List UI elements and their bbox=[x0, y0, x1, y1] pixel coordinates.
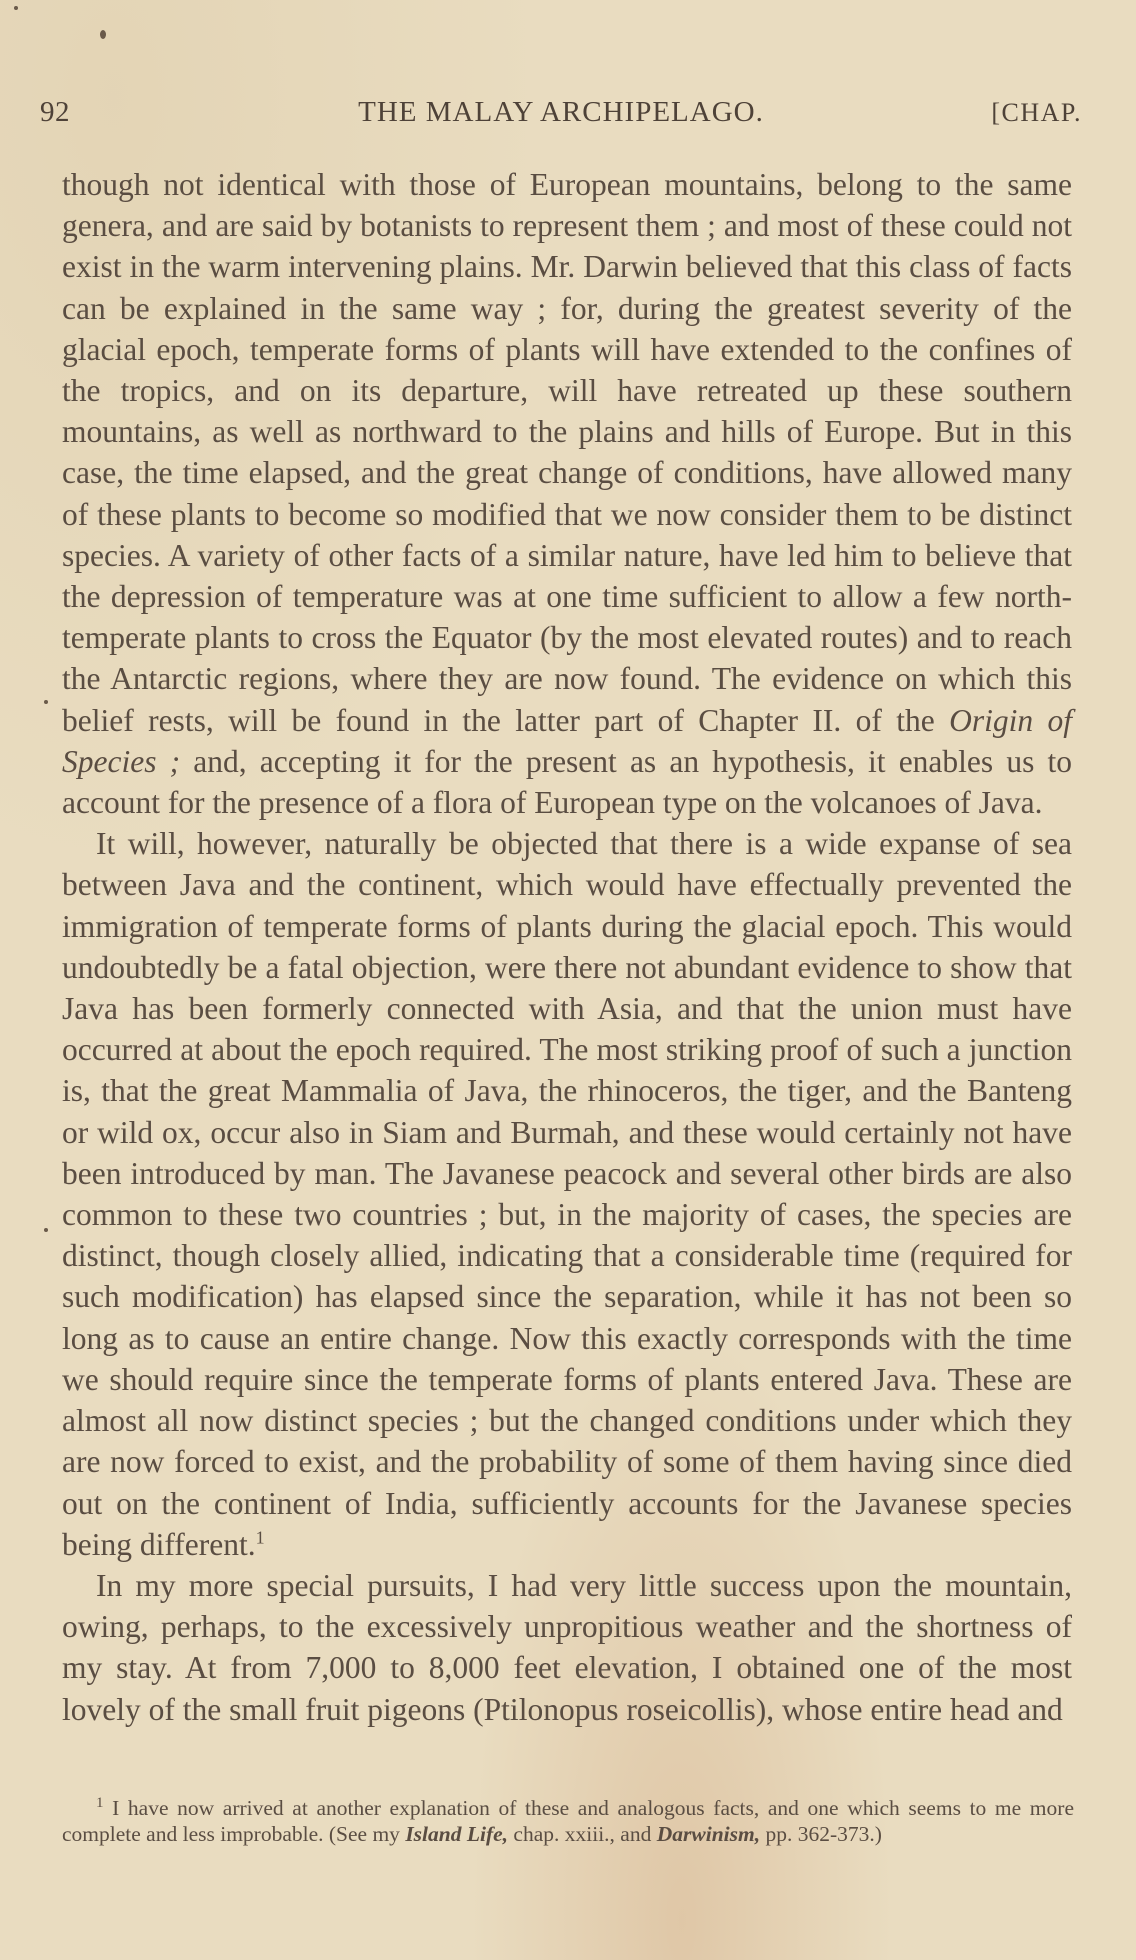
body-text bbox=[62, 164, 1072, 1730]
paragraph bbox=[62, 823, 1072, 1565]
ink-speck bbox=[44, 1228, 48, 1232]
footnote-text: I have now arrived at another explanation of these and analogous facts, and one which seems to me more complete and less improbable. (See my bbox=[62, 1796, 1074, 1846]
book-title-reference: Origin of Species ; bbox=[62, 702, 1072, 779]
footnote-text: chap. xxiii., and bbox=[508, 1822, 657, 1846]
book-title-reference: Darwinism, bbox=[656, 1822, 761, 1846]
paragraph-text: It will, however, naturally be objected that there is a wide expanse of sea between Java and the continent, which would have effectually prevented the immigration of temperate forms of plants during the glacial epoch. This would undoubtedly be a fatal objection, were there not abundant evidence to show that Java has been formerly connected with Asia, and that the union must have occurred at about the epoch required. The most striking proof of such a junction is, that the great Mammalia of Java, the rhinoceros, the tiger, and the Banteng or wild ox, occur also in Siam and Burmah, and these would certainly not have been introduced by man. The Javanese peacock and several other birds are also common to these two countries ; but, in the majority of cases, the species are distinct, though closely allied, indicating that a considerable time (required for such modification) has elapsed since the separation, while it has not been so long as to cause an entire change. Now this exactly corresponds with the time we should require since the temperate forms of plants entered Java. These are almost all now distinct species ; but the changed conditions under which they are now forced to exist, and the probability of some of them having since died out on the continent of India, sufficiently accounts for the Javanese species being different. bbox=[62, 826, 1072, 1562]
paragraph-text: though not identical with those of European mountains, belong to the same genera, and are said by botanists to represent them ; and most of these could not exist in the warm intervening plains. Mr. Darwin believed that this class of facts can be explained in the same way ; for, during the greatest severity of the glacial epoch, temperate forms of plants will have extended to the confines of the tropics, and on its departure, will have retreated up these southern mountains, as well as northward to the plains and hills of Europe. But in this case, the time elapsed, and the great change of conditions, have allowed many of these plants to become so modified that we now consider them to be distinct species. A variety of other facts of a similar nature, have led him to believe that the depression of temperature was at one time sufficient to allow a few north-temperate plants to cross the Equator (by the most elevated routes) and to reach the Antarctic regions, where they are now found. The evidence on which this belief rests, will be found in the latter part of Chapter II. of the bbox=[62, 167, 1072, 738]
ink-speck bbox=[44, 700, 48, 704]
book-title-reference: Island Life, bbox=[405, 1822, 509, 1846]
paragraph bbox=[62, 164, 1072, 823]
paragraph-text: In my more special pursuits, I had very little success upon the mountain, owing, perhaps, to the excessively unpropitious weather and the shortness of my stay. At from 7,000 to 8,000 feet elevation, I obtained one of the most lovely of the small fruit pigeons (Ptilonopus roseicollis), whose entire head and bbox=[62, 1567, 1072, 1727]
page-number: 92 bbox=[40, 96, 70, 128]
paragraph-text: and, accepting it for the present as an hypothesis, it enables us to account for the presence of a flora of European type on the volcanoes of Java. bbox=[62, 743, 1072, 821]
running-head bbox=[40, 96, 1082, 140]
book-title: THE MALAY ARCHIPELAGO. bbox=[358, 96, 764, 128]
footnote bbox=[62, 1795, 1074, 1847]
footnote-reference[interactable]: 1 bbox=[255, 1527, 265, 1548]
ink-speck bbox=[14, 6, 18, 10]
chapter-label: [CHAP. bbox=[991, 98, 1082, 127]
paragraph bbox=[62, 1565, 1072, 1730]
ink-speck bbox=[100, 30, 106, 39]
footnote-text: pp. 362-373.) bbox=[760, 1822, 882, 1846]
footnote-mark: 1 bbox=[96, 1794, 104, 1811]
